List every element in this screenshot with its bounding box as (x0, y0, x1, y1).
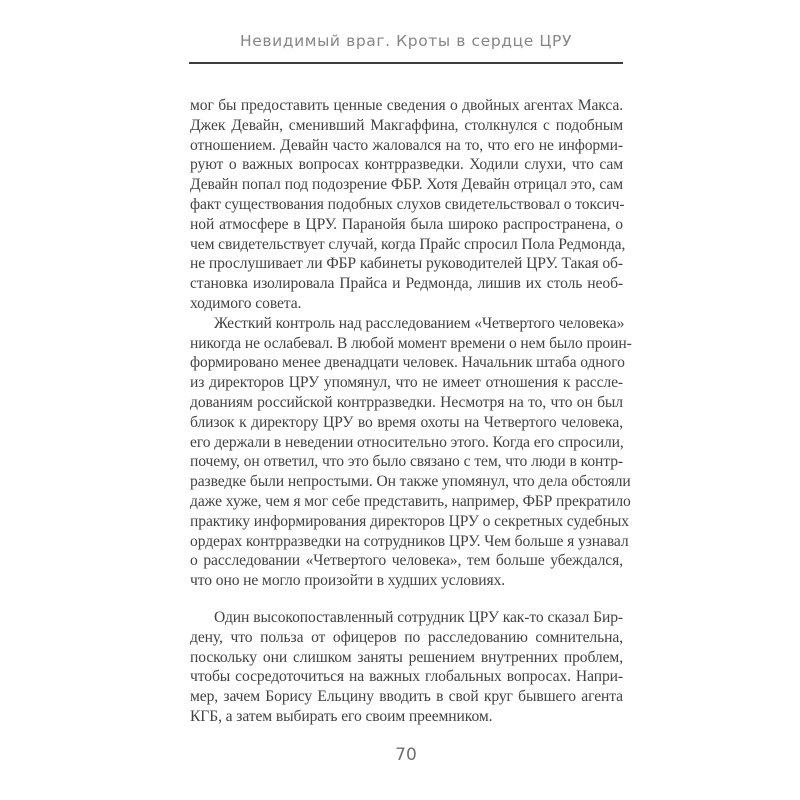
text-line: поскольку они слишком заняты решением внутренних проблем, (190, 648, 623, 666)
text-line: о расследовании «Четвертого человека», тем больше убеждался, (190, 552, 623, 570)
running-head-title: Невидимый враг. Кроты в сердце ЦРУ (239, 32, 573, 50)
text-line: ордерах контрразведки на сотрудников ЦРУ. Чем больше я узнавал (190, 532, 629, 550)
text-line: разведке были непростыми. Он также упомянул, что дела обстояли (190, 473, 631, 491)
text-line: Девайн попал под подозрение ФБР. Хотя Девайн отрицал это, сам (190, 176, 623, 194)
paragraph (190, 314, 632, 591)
text-line: практику информирования директоров ЦРУ о секретных судебных (190, 512, 629, 530)
text-line: чем свидетельствует случай, когда Прайс спросил Пола Редмонда, (190, 235, 626, 253)
text-line: факт существования подобных слухов свидетельствовал о токсич- (190, 195, 625, 213)
text-line: мог бы предоставить ценные сведения о двойных агентах Макса. (190, 97, 623, 114)
text-line: Джек Девайн, сменивший Макгаффина, столкнулся с подобным (190, 116, 623, 134)
text-line: формировано менее двенадцати человек. Начальник штаба одного (190, 354, 625, 372)
text-line: близок к директору ЦРУ во время охоты на Четвертого человека, (190, 413, 623, 431)
page-number: 70 (395, 745, 417, 765)
text-line: даже хуже, чем я мог себе представить, например, ФБР прекратило (190, 492, 631, 510)
text-line: его держали в неведении относительно этого. Когда его спросили, (190, 433, 624, 451)
body-text (190, 96, 632, 727)
text-line: ной атмосфере в ЦРУ. Паранойя была широко распространена, о (190, 215, 623, 233)
text-line: становка изолировала Прайса и Редмонда, лишив их столь необ- (190, 275, 623, 293)
text-line: Жесткий контроль над расследованием «Четвертого человека» (214, 314, 625, 332)
text-line: руют о важных вопросах контрразведки. Ходили слухи, что сам (190, 156, 623, 174)
text-line: дену, что польза от офицеров по расследованию сомнительна, (190, 628, 623, 646)
text-line: ходимого совета. (190, 294, 302, 312)
text-line: что оно не могло произойти в худших условиях. (190, 572, 506, 590)
text-line: дованиям российской контрразведки. Несмотря на то, что он был (190, 393, 623, 411)
text-line: не прослушивает ли ФБР кабинеты руководителей ЦРУ. Такая об- (190, 255, 623, 273)
paragraph (190, 608, 623, 727)
text-line: из директоров ЦРУ упомянул, что не имеет отношения к рассле- (190, 374, 623, 392)
paragraph (190, 96, 626, 314)
text-line: никогда не ослабевал. В любой момент времени о нем было проин- (190, 334, 632, 352)
text-line: отношением. Девайн часто жаловался на то, что его не информи- (190, 136, 623, 154)
header-rule (189, 62, 623, 64)
text-line: КГБ, а затем выбирать его своим преемником. (190, 707, 493, 725)
text-line: почему, он ответил, что это было связано с тем, что люди в контр- (190, 453, 623, 471)
text-line: чтобы сосредоточиться на важных глобальных вопросах. Напри- (190, 668, 623, 686)
text-line: Один высокопоставленный сотрудник ЦРУ как-то сказал Бир- (214, 608, 623, 626)
text-line: мер, зачем Борису Ельцину вводить в свой круг бывшего агента (190, 688, 623, 706)
